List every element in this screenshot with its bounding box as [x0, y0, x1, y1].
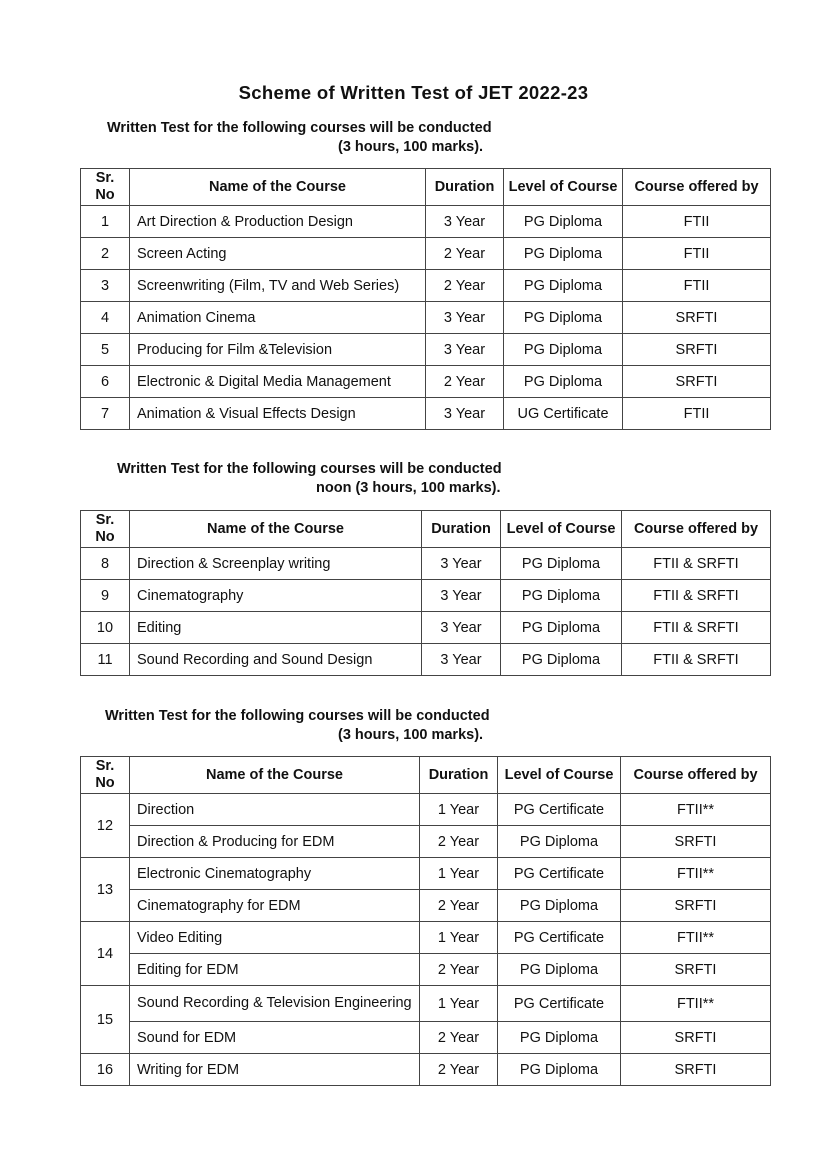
- offered-by-cell: SRFTI: [621, 1022, 771, 1054]
- offered-by-cell: SRFTI: [621, 954, 771, 986]
- course-name-cell: Video Editing: [130, 922, 420, 954]
- sr-no-cell: 15: [81, 986, 130, 1054]
- sr-no-cell: 8: [81, 548, 130, 580]
- header-sr-no: Sr. No: [81, 757, 130, 794]
- duration-cell: 2 Year: [420, 890, 498, 922]
- section2-intro-line1: Written Test for the following courses will be conducted: [117, 461, 502, 477]
- sr-no-cell: 14: [81, 922, 130, 986]
- header-level: Level of Course: [501, 511, 622, 548]
- sr-no-cell: 6: [81, 366, 130, 398]
- level-cell: PG Diploma: [504, 366, 623, 398]
- table-row: [81, 644, 771, 676]
- sr-no-cell: 9: [81, 580, 130, 612]
- course-name-cell: Sound for EDM: [130, 1022, 420, 1054]
- course-name-cell: Animation Cinema: [130, 302, 426, 334]
- table-row: [81, 954, 771, 986]
- header-level: Level of Course: [498, 757, 621, 794]
- table-row: [81, 1054, 771, 1086]
- section1-intro: [107, 119, 527, 157]
- offered-by-cell: SRFTI: [623, 334, 771, 366]
- duration-cell: 1 Year: [420, 986, 498, 1022]
- section3-intro-line2: (3 hours, 100 marks).: [338, 727, 484, 743]
- course-name-cell: Screen Acting: [130, 238, 426, 270]
- duration-cell: 2 Year: [426, 270, 504, 302]
- section2-intro: [117, 460, 537, 498]
- course-name-cell: Cinematography for EDM: [130, 890, 420, 922]
- duration-cell: 1 Year: [420, 858, 498, 890]
- course-name-cell: Writing for EDM: [130, 1054, 420, 1086]
- duration-cell: 3 Year: [422, 580, 501, 612]
- course-table-1: [80, 168, 771, 430]
- sr-no-cell: 2: [81, 238, 130, 270]
- duration-cell: 3 Year: [426, 398, 504, 430]
- header-sr-no: Sr. No: [81, 169, 130, 206]
- sr-no-cell: 5: [81, 334, 130, 366]
- sr-no-cell: 10: [81, 612, 130, 644]
- duration-cell: 1 Year: [420, 922, 498, 954]
- offered-by-cell: FTII & SRFTI: [622, 548, 771, 580]
- header-duration: Duration: [422, 511, 501, 548]
- section2-intro-line2: noon (3 hours, 100 marks).: [316, 480, 501, 496]
- table-row: [81, 580, 771, 612]
- offered-by-cell: FTII: [623, 398, 771, 430]
- course-name-cell: Producing for Film &Television: [130, 334, 426, 366]
- duration-cell: 2 Year: [420, 826, 498, 858]
- header-offered-by: Course offered by: [621, 757, 771, 794]
- table-row: [81, 270, 771, 302]
- duration-cell: 2 Year: [426, 366, 504, 398]
- table-row: [81, 794, 771, 826]
- offered-by-cell: FTII: [623, 206, 771, 238]
- sr-no-cell: 12: [81, 794, 130, 858]
- duration-cell: 3 Year: [426, 334, 504, 366]
- level-cell: PG Diploma: [501, 644, 622, 676]
- level-cell: PG Diploma: [501, 548, 622, 580]
- duration-cell: 3 Year: [422, 644, 501, 676]
- table-row: [81, 922, 771, 954]
- offered-by-cell: SRFTI: [623, 302, 771, 334]
- table-row: [81, 858, 771, 890]
- sr-no-cell: 13: [81, 858, 130, 922]
- level-cell: PG Diploma: [498, 954, 621, 986]
- table-row: [81, 890, 771, 922]
- level-cell: UG Certificate: [504, 398, 623, 430]
- table-row: [81, 548, 771, 580]
- header-level: Level of Course: [504, 169, 623, 206]
- level-cell: PG Diploma: [504, 334, 623, 366]
- level-cell: PG Diploma: [504, 302, 623, 334]
- section1-intro-line1: Written Test for the following courses will be conducted: [107, 120, 492, 136]
- table-row: [81, 366, 771, 398]
- duration-cell: 2 Year: [420, 1054, 498, 1086]
- table-row: [81, 302, 771, 334]
- section3-intro-line1: Written Test for the following courses will be conducted: [105, 708, 490, 724]
- offered-by-cell: FTII & SRFTI: [622, 612, 771, 644]
- duration-cell: 2 Year: [426, 238, 504, 270]
- section3-intro: [105, 707, 525, 745]
- level-cell: PG Diploma: [501, 580, 622, 612]
- level-cell: PG Diploma: [504, 238, 623, 270]
- sr-no-cell: 7: [81, 398, 130, 430]
- offered-by-cell: FTII & SRFTI: [622, 644, 771, 676]
- table-row: [81, 986, 771, 1022]
- course-name-cell: Direction & Producing for EDM: [130, 826, 420, 858]
- offered-by-cell: FTII: [623, 238, 771, 270]
- sr-no-cell: 3: [81, 270, 130, 302]
- course-name-cell: Editing: [130, 612, 422, 644]
- course-name-cell: Electronic Cinematography: [130, 858, 420, 890]
- course-name-cell: Art Direction & Production Design: [130, 206, 426, 238]
- duration-cell: 3 Year: [426, 302, 504, 334]
- level-cell: PG Diploma: [504, 270, 623, 302]
- header-course-name: Name of the Course: [130, 169, 426, 206]
- course-name-cell: Cinematography: [130, 580, 422, 612]
- table-header-row: [81, 511, 771, 548]
- table-row: [81, 826, 771, 858]
- level-cell: PG Diploma: [498, 1054, 621, 1086]
- offered-by-cell: FTII & SRFTI: [622, 580, 771, 612]
- level-cell: PG Diploma: [498, 826, 621, 858]
- duration-cell: 3 Year: [426, 206, 504, 238]
- duration-cell: 1 Year: [420, 794, 498, 826]
- duration-cell: 3 Year: [422, 548, 501, 580]
- level-cell: PG Certificate: [498, 794, 621, 826]
- table-row: [81, 398, 771, 430]
- offered-by-cell: FTII**: [621, 922, 771, 954]
- sr-no-cell: 16: [81, 1054, 130, 1086]
- table-row: [81, 334, 771, 366]
- header-sr-no: Sr. No: [81, 511, 130, 548]
- level-cell: PG Certificate: [498, 858, 621, 890]
- course-name-cell: Sound Recording and Sound Design: [130, 644, 422, 676]
- level-cell: PG Certificate: [498, 922, 621, 954]
- level-cell: PG Certificate: [498, 986, 621, 1022]
- offered-by-cell: SRFTI: [623, 366, 771, 398]
- course-name-cell: Animation & Visual Effects Design: [130, 398, 426, 430]
- table-row: [81, 1022, 771, 1054]
- duration-cell: 2 Year: [420, 1022, 498, 1054]
- table-row: [81, 612, 771, 644]
- header-duration: Duration: [426, 169, 504, 206]
- offered-by-cell: FTII**: [621, 858, 771, 890]
- level-cell: PG Diploma: [498, 890, 621, 922]
- sr-no-cell: 4: [81, 302, 130, 334]
- sr-no-cell: 1: [81, 206, 130, 238]
- course-name-cell: Direction & Screenplay writing: [130, 548, 422, 580]
- section1-intro-line2: (3 hours, 100 marks).: [338, 139, 484, 155]
- duration-cell: 2 Year: [420, 954, 498, 986]
- sr-no-cell: 11: [81, 644, 130, 676]
- level-cell: PG Diploma: [504, 206, 623, 238]
- table-header-row: [81, 169, 771, 206]
- page-title: Scheme of Written Test of JET 2022-23: [238, 82, 589, 103]
- header-course-name: Name of the Course: [130, 757, 420, 794]
- level-cell: PG Diploma: [498, 1022, 621, 1054]
- course-name-cell: Direction: [130, 794, 420, 826]
- header-course-name: Name of the Course: [130, 511, 422, 548]
- course-name-cell: Electronic & Digital Media Management: [130, 366, 426, 398]
- offered-by-cell: FTII**: [621, 794, 771, 826]
- table-row: [81, 238, 771, 270]
- course-name-cell: Sound Recording & Television Engineering: [130, 986, 420, 1022]
- offered-by-cell: SRFTI: [621, 890, 771, 922]
- header-duration: Duration: [420, 757, 498, 794]
- table-row: [81, 206, 771, 238]
- header-offered-by: Course offered by: [623, 169, 771, 206]
- offered-by-cell: FTII: [623, 270, 771, 302]
- duration-cell: 3 Year: [422, 612, 501, 644]
- course-table-2: [80, 510, 771, 676]
- course-name-cell: Screenwriting (Film, TV and Web Series): [130, 270, 426, 302]
- course-name-cell: Editing for EDM: [130, 954, 420, 986]
- header-offered-by: Course offered by: [622, 511, 771, 548]
- course-table-3: [80, 756, 771, 1086]
- level-cell: PG Diploma: [501, 612, 622, 644]
- table-header-row: [81, 757, 771, 794]
- offered-by-cell: SRFTI: [621, 826, 771, 858]
- offered-by-cell: FTII**: [621, 986, 771, 1022]
- offered-by-cell: SRFTI: [621, 1054, 771, 1086]
